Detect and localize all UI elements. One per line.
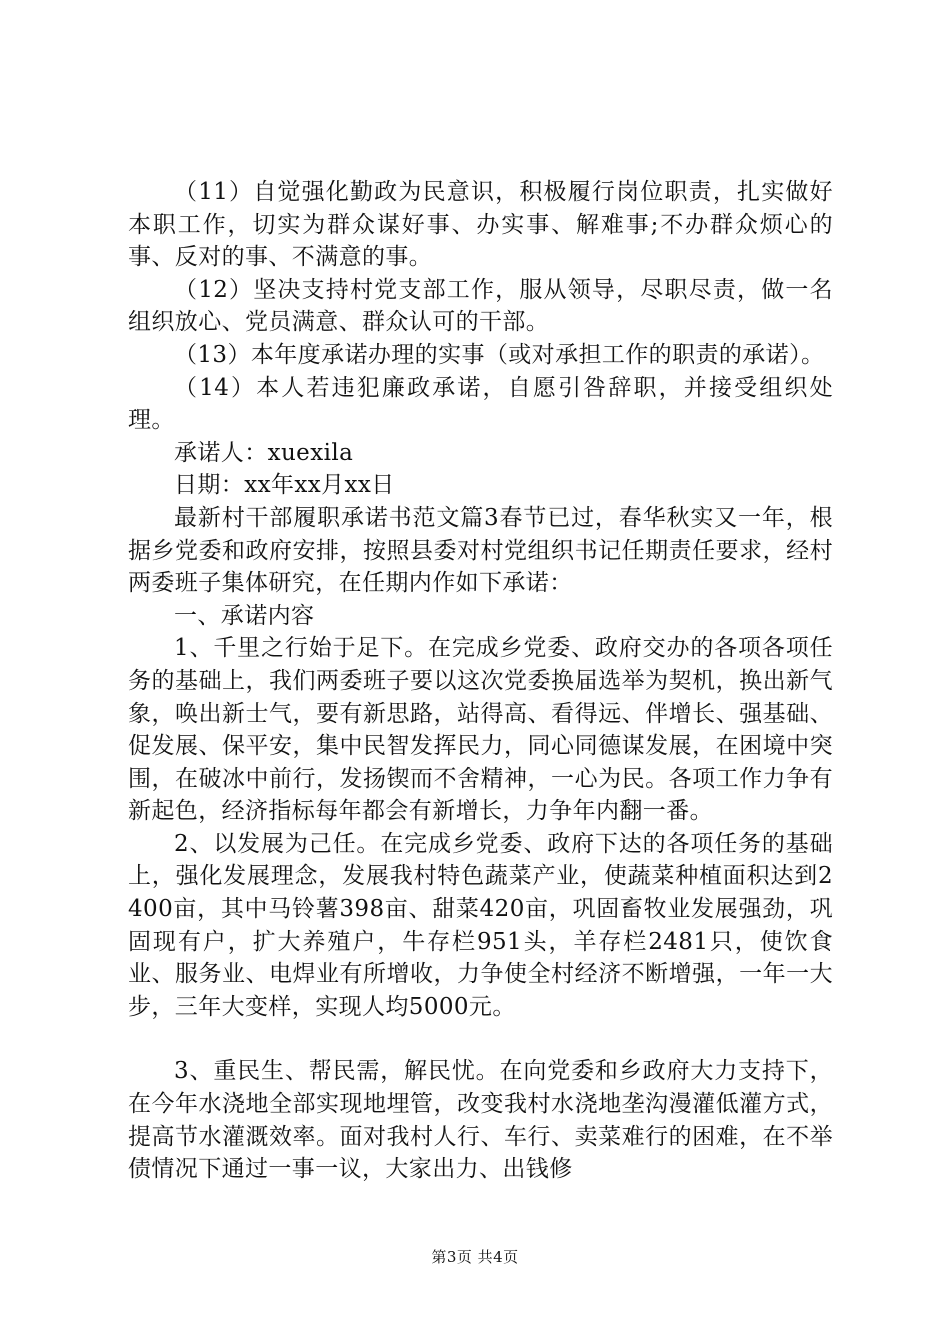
paragraph-spacer <box>128 1023 833 1055</box>
paragraph-item-12: （12）坚决支持村党支部工作，服从领导，尽职尽责，做一名组织放心、党员满意、群众认可的干部。 <box>128 276 833 336</box>
document-body <box>128 176 833 1186</box>
section-heading: 一、承诺内容 <box>174 602 315 629</box>
paragraph-item-14: （14）本人若违犯廉政承诺，自愿引咎辞职，并接受组织处理。 <box>128 374 833 434</box>
signatory-line: 承诺人：xuexila <box>174 439 354 466</box>
page-footer: 第3页 共4页 <box>431 1248 519 1266</box>
commitment-paragraph-3: 3、重民生、帮民需，解民忧。在向党委和乡政府大力支持下，在今年水浇地全部实现地埋管，改变我村水浇地垄沟漫灌低灌方式，提高节水灌溉效率。面对我村人行、车行、卖菜难行的困难，在不举债情况下通过一事一议，大家出力、出钱修 <box>128 1058 833 1183</box>
intro-paragraph: 最新村干部履职承诺书范文篇3春节已过，春华秋实又一年，根据乡党委和政府安排，按照县委对村党组织书记任期责任要求，经村两委班子集体研究，在任期内作如下承诺： <box>128 504 833 597</box>
paragraph-item-13: （13）本年度承诺办理的实事（或对承担工作的职责的承诺）。 <box>174 341 825 368</box>
paragraph-item-11: （11）自觉强化勤政为民意识，积极履行岗位职责，扎实做好本职工作，切实为群众谋好事、办实事、解难事;不办群众烦心的事、反对的事、不满意的事。 <box>128 179 833 271</box>
date-line: 日期：xx年xx月xx日 <box>174 472 395 499</box>
commitment-paragraph-1: 1、千里之行始于足下。在完成乡党委、政府交办的各项各项任务的基础上，我们两委班子要以这次党委换届选举为契机，换出新气象，唤出新士气，要有新思路，站得高、看得远、伴增长、强基础、促发展、保平安，集中民智发挥民力，同心同德谋发展，在困境中突围，在破冰中前行，发扬锲而不舍精神，一心为民。各项工作力争有新起色，经济指标每年都会有新增长，力争年内翻一番。 <box>128 635 833 825</box>
commitment-paragraph-2: 2、以发展为己任。在完成乡党委、政府下达的各项任务的基础上，强化发展理念，发展我村特色蔬菜产业，使蔬菜种植面积达到2400亩，其中马铃薯398亩、甜菜420亩，巩固畜牧业发展强劲，巩固现有户，扩大养殖户，牛存栏951头，羊存栏2481只，使饮食业、服务业、电焊业有所增收，力争使全村经济不断增强，一年一大步，三年大变样，实现人均5000元。 <box>128 830 833 1020</box>
